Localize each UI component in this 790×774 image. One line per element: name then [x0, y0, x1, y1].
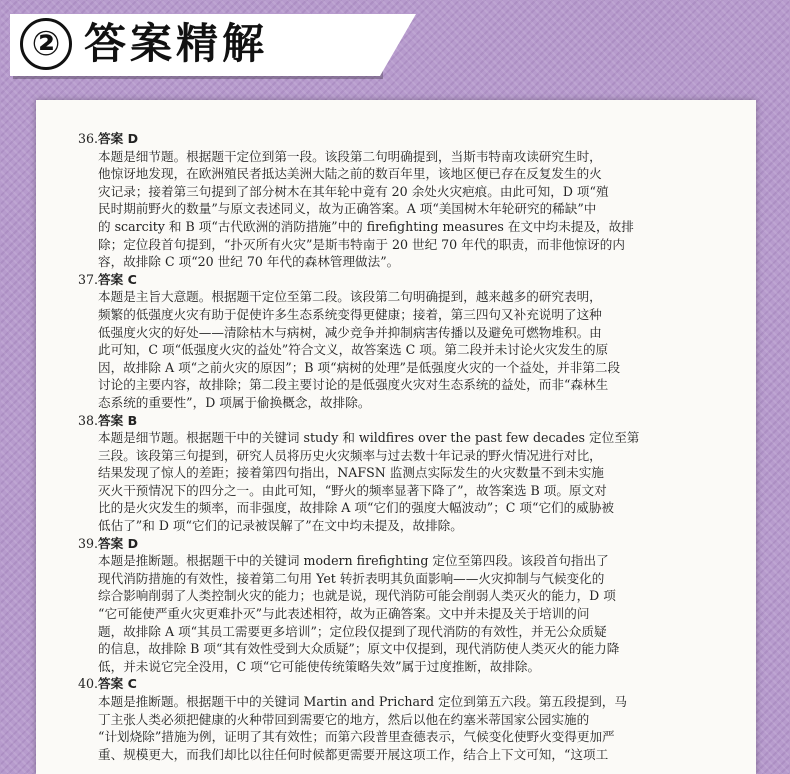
answer-label: 答案 C [98, 271, 137, 287]
question-number: 37. [78, 271, 99, 287]
explanation-line: 本题是主旨大意题。根据题干定位至第二段。该段第二句明确提到，越来越多的研究表明， [98, 289, 602, 305]
section-title: 答案精解 [84, 19, 269, 68]
answer-label: 答案 B [98, 412, 138, 428]
answer-heading [78, 271, 698, 289]
explanation-line: 丁主张人类必须把健康的火种带回到需要它的地方，然后以他在约塞米蒂国家公园实施的 [98, 711, 590, 727]
answer-item-36 [78, 130, 698, 271]
question-number: 40. [78, 676, 99, 692]
explanation-line: 灭火干预情况下的四分之一。由此可知，“野火的频率显著下降了”，故答案选 B 项。原文对 [98, 482, 607, 498]
explanation-line: 灾记录；接着第三句提到了部分树木在其年轮中竟有 20 余处火灾疤痕。由此可知，D 项“殖 [98, 183, 609, 199]
question-number: 39. [78, 535, 99, 551]
answer-heading [78, 535, 698, 553]
explanation-line: 的 scarcity 和 B 项“古代欧洲的消防措施”中的 firefighting measures 在文中均未提及，故排 [98, 218, 634, 234]
answer-label: 答案 C [98, 676, 137, 692]
explanation-line: 综合影响削弱了人类控制火灾的能力；也就是说，现代消防可能会削弱人类灭火的能力，D 项 [98, 588, 616, 604]
explanation-line: 因，故排除 A 项“之前火灾的原因”；B 项“病树的处理”是低强度火灾的一个益处，并非第二段 [98, 359, 621, 375]
answer-explanation [98, 148, 698, 271]
answer-heading [78, 675, 698, 693]
answer-item-37 [78, 271, 698, 412]
answer-heading [78, 130, 698, 148]
explanation-line: 现代消防措施的有效性，接着第二句用 Yet 转折表明其负面影响——火灾抑制与气候变化的 [98, 570, 605, 586]
answer-list [78, 130, 698, 763]
explanation-line: 本题是推断题。根据题干中的关键词 modern firefighting 定位至第四段。该段首句指出了 [98, 553, 609, 569]
explanation-line: 频繁的低强度火灾有助于促使许多生态系统变得更健康；接着，第三四句又补充说明了这种 [98, 306, 602, 322]
explanation-line: 低强度火灾的好处——清除枯木与病树，减少竞争并抑制病害传播以及避免可燃物堆积。由 [98, 324, 602, 340]
answer-explanation [98, 693, 698, 763]
explanation-line: 本题是细节题。根据题干定位到第一段。该段第二句明确提到，当斯韦特南攻读研究生时， [98, 148, 602, 164]
answer-explanation [98, 288, 698, 411]
answer-item-40 [78, 675, 698, 763]
answer-label: 答案 D [98, 535, 139, 551]
explanation-line: 此可知，C 项“低强度火灾的益处”符合文义，故答案选 C 项。第二段并未讨论火灾发生的原 [98, 342, 609, 358]
explanation-line: 他惊讶地发现，在欧洲殖民者抵达美洲大陆之前的数百年里，该地区便已存在反复发生的火 [98, 166, 602, 182]
explanation-line: 的信息，故排除 B 项“其有效性受到大众质疑”；原文中仅提到，现代消防使人类灭火的能力降 [98, 641, 620, 657]
question-number: 36. [78, 131, 99, 146]
explanation-line: 重、规模更大，而我们却比以往任何时候都更需要开展这项工作，结合上下文可知，“这项工 [98, 746, 609, 762]
explanation-line: 三段。该段第三句提到，研究人员将历史火灾频率与过去数十年记录的野火情况进行对比， [98, 447, 602, 463]
question-number: 38. [78, 412, 99, 428]
explanation-line: 低，并未说它完全没用，C 项“它可能使传统策略失效”属于过度推断，故排除。 [98, 658, 541, 674]
explanation-line: 容，故排除 C 项“20 世纪 70 年代的森林管理做法”。 [98, 254, 400, 270]
answer-item-38 [78, 412, 698, 535]
explanation-line: 本题是推断题。根据题干中的关键词 Martin and Prichard 定位到第五六段。第五段提到，马 [98, 694, 627, 709]
answer-item-39 [78, 535, 698, 676]
answer-explanation [98, 552, 698, 675]
answer-label: 答案 D [98, 131, 139, 146]
explanation-line: 讨论的主要内容，故排除；第二段主要讨论的是低强度火灾对生态系统的益处，而非“森林生 [98, 377, 609, 393]
answer-heading [78, 412, 698, 430]
explanation-line: 本题是细节题。根据题干中的关键词 study 和 wildfires over the past few decades 定位至第 [98, 430, 640, 446]
explanation-line: 态系统的重要性”，D 项属于偷换概念，故排除。 [98, 394, 371, 410]
explanation-line: 低估了”和 D 项“它们的记录被误解了”在文中均未提及，故排除。 [98, 518, 463, 534]
explanation-line: 民时期前野火的数量”与原文表述同义，故为正确答案。A 项“美国树木年轮研究的稀缺”中 [98, 201, 597, 217]
explanation-line: 结果发现了惊人的差距；接着第四句指出，NAFSN 监测点实际发生的火灾数量不到未实施 [98, 465, 604, 481]
answer-sheet [36, 100, 756, 774]
explanation-line: 题，故排除 A 项“其员工需要更多培训”；定位段仅提到了现代消防的有效性，并无公众质疑 [98, 623, 607, 639]
explanation-line: “它可能使严重火灾更难扑灭”与此表述相符，故为正确答案。文中并未提及关于培训的问 [98, 606, 590, 622]
section-number-badge: ② [20, 18, 72, 70]
explanation-line: 除；定位段首句提到，“扑灭所有火灾”是斯韦特南于 20 世纪 70 年代的职责，而非他惊讶的内 [98, 236, 625, 252]
explanation-line: “计划烧除”措施为例，证明了其有效性；而第六段普里查德表示，气候变化使野火变得更加严 [98, 729, 615, 745]
explanation-line: 比的是火灾发生的频率，而非强度，故排除 A 项“它们的强度大幅波动”；C 项“它们的威胁被 [98, 500, 615, 516]
answer-explanation [98, 429, 698, 535]
